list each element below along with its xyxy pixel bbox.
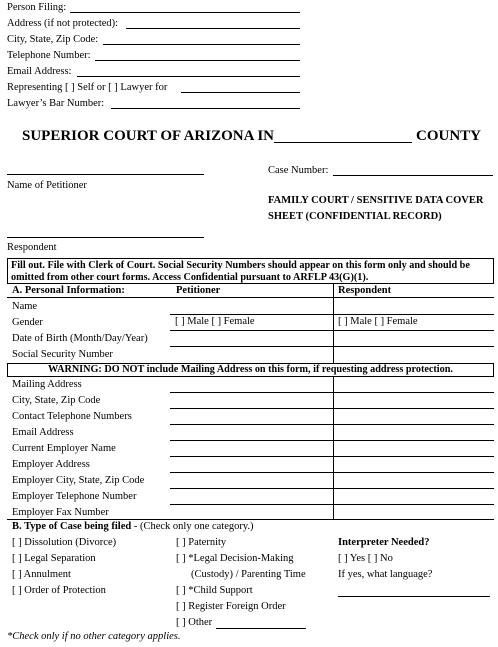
employer-telephone-input[interactable] <box>170 504 494 505</box>
row-label-ssn: Social Security Number <box>12 349 113 360</box>
employer-address-input[interactable] <box>170 472 494 473</box>
case-type-custody-line: (Custody) / Parenting Time <box>191 569 306 580</box>
interpreter-yes-no[interactable]: [ ] Yes [ ] No <box>338 553 393 564</box>
section-a-bottom-rule <box>7 519 494 520</box>
petitioner-gender-rule <box>170 330 333 331</box>
case-type-legal-separation[interactable]: [ ] Legal Separation <box>12 553 96 564</box>
contact-telephone-input[interactable] <box>170 424 494 425</box>
row-label-email: Email Address <box>12 427 74 438</box>
column-divider-bottom <box>333 377 334 519</box>
case-type-paternity[interactable]: [ ] Paternity <box>176 537 227 548</box>
section-b-heading-bold: B. Type of Case being filed <box>12 521 132 532</box>
column-header-petitioner: Petitioner <box>176 285 221 296</box>
case-type-annulment[interactable]: [ ] Annulment <box>12 569 71 580</box>
row-label-name: Name <box>12 301 38 312</box>
petitioner-gender-checkboxes[interactable]: [ ] Male [ ] Female <box>175 316 255 327</box>
court-title-left: SUPERIOR COURT OF ARIZONA IN <box>22 128 275 144</box>
respondent-name-input[interactable] <box>334 314 494 315</box>
column-header-respondent: Respondent <box>338 285 392 296</box>
other-case-type-field[interactable] <box>216 628 306 629</box>
petitioner-name-input[interactable] <box>170 314 333 315</box>
column-divider-top <box>333 284 334 363</box>
case-type-child-support[interactable]: [ ] *Child Support <box>176 585 253 596</box>
case-type-other[interactable]: [ ] Other <box>176 617 213 628</box>
row-label-employer-city: Employer City, State, Zip Code <box>12 475 145 486</box>
section-a-heading: A. Personal Information: <box>12 285 125 296</box>
notice-box: Fill out. File with Clerk of Court. Social Security Numbers should appear on this form only and should be omitted from other court forms. Access Confidential pursuant to ARFLP 43(G)(1). <box>7 258 494 284</box>
warning-box: WARNING: DO NOT include Mailing Address on this form, if requesting address protection. <box>7 363 494 377</box>
city-state-zip-field[interactable] <box>103 44 300 45</box>
case-number-label: Case Number: <box>268 165 329 176</box>
city-state-zip-input[interactable] <box>170 408 494 409</box>
city-state-zip-label: City, State, Zip Code: <box>7 34 99 45</box>
row-label-employer-address: Employer Address <box>12 459 90 470</box>
case-type-register-foreign-order[interactable]: [ ] Register Foreign Order <box>176 601 286 612</box>
respondent-label: Respondent <box>7 242 57 253</box>
row-label-employer-fax: Employer Fax Number <box>12 507 109 518</box>
employer-city-input[interactable] <box>170 488 494 489</box>
header-rule <box>7 297 494 298</box>
row-label-mailing-address: Mailing Address <box>12 379 82 390</box>
respondent-gender-checkboxes[interactable]: [ ] Male [ ] Female <box>338 316 418 327</box>
mailing-address-input[interactable] <box>170 392 494 393</box>
row-label-contact-telephone: Contact Telephone Numbers <box>12 411 132 422</box>
address-label: Address (if not protected): <box>7 18 119 29</box>
respondent-name-field[interactable] <box>7 237 204 238</box>
case-type-order-of-protection[interactable]: [ ] Order of Protection <box>12 585 106 596</box>
respondent-gender-rule <box>334 330 494 331</box>
telephone-field[interactable] <box>95 60 300 61</box>
petitioner-dob-input[interactable] <box>170 346 333 347</box>
person-filing-label: Person Filing: <box>7 2 67 13</box>
county-field[interactable] <box>274 142 412 143</box>
email-label: Email Address: <box>7 66 72 77</box>
interpreter-language-field[interactable] <box>338 596 490 597</box>
court-title-right: COUNTY <box>416 128 482 144</box>
section-b-heading-note: - (Check only one category.) <box>131 521 254 532</box>
case-type-legal-decision-making[interactable]: [ ] *Legal Decision-Making <box>176 553 294 564</box>
row-label-employer-name: Current Employer Name <box>12 443 116 454</box>
interpreter-language-label: If yes, what language? <box>338 569 433 580</box>
case-type-dissolution[interactable]: [ ] Dissolution (Divorce) <box>12 537 117 548</box>
email-field[interactable] <box>77 76 300 77</box>
respondent-dob-input[interactable] <box>334 346 494 347</box>
representing-label: Representing [ ] Self or [ ] Lawyer for <box>7 82 168 93</box>
footnote: *Check only if no other category applies. <box>7 631 181 642</box>
email-input[interactable] <box>170 440 494 441</box>
petitioner-name-field[interactable] <box>7 174 204 175</box>
person-filing-field[interactable] <box>70 12 300 13</box>
interpreter-heading: Interpreter Needed? <box>338 537 430 548</box>
representing-field[interactable] <box>181 92 300 93</box>
row-label-employer-telephone: Employer Telephone Number <box>12 491 137 502</box>
row-label-gender: Gender <box>12 317 43 328</box>
address-field[interactable] <box>126 28 300 29</box>
telephone-label: Telephone Number: <box>7 50 91 61</box>
bar-number-field[interactable] <box>111 108 300 109</box>
section-b-heading <box>12 521 254 532</box>
petitioner-label: Name of Petitioner <box>7 180 87 191</box>
case-number-field[interactable] <box>333 175 493 176</box>
bar-number-label: Lawyer’s Bar Number: <box>7 98 105 109</box>
sheet-title-line1: FAMILY COURT / SENSITIVE DATA COVER <box>268 195 484 206</box>
sheet-title-line2: SHEET (CONFIDENTIAL RECORD) <box>268 211 442 222</box>
row-label-dob: Date of Birth (Month/Day/Year) <box>12 333 148 344</box>
row-label-city-state-zip: City, State, Zip Code <box>12 395 101 406</box>
employer-name-input[interactable] <box>170 456 494 457</box>
